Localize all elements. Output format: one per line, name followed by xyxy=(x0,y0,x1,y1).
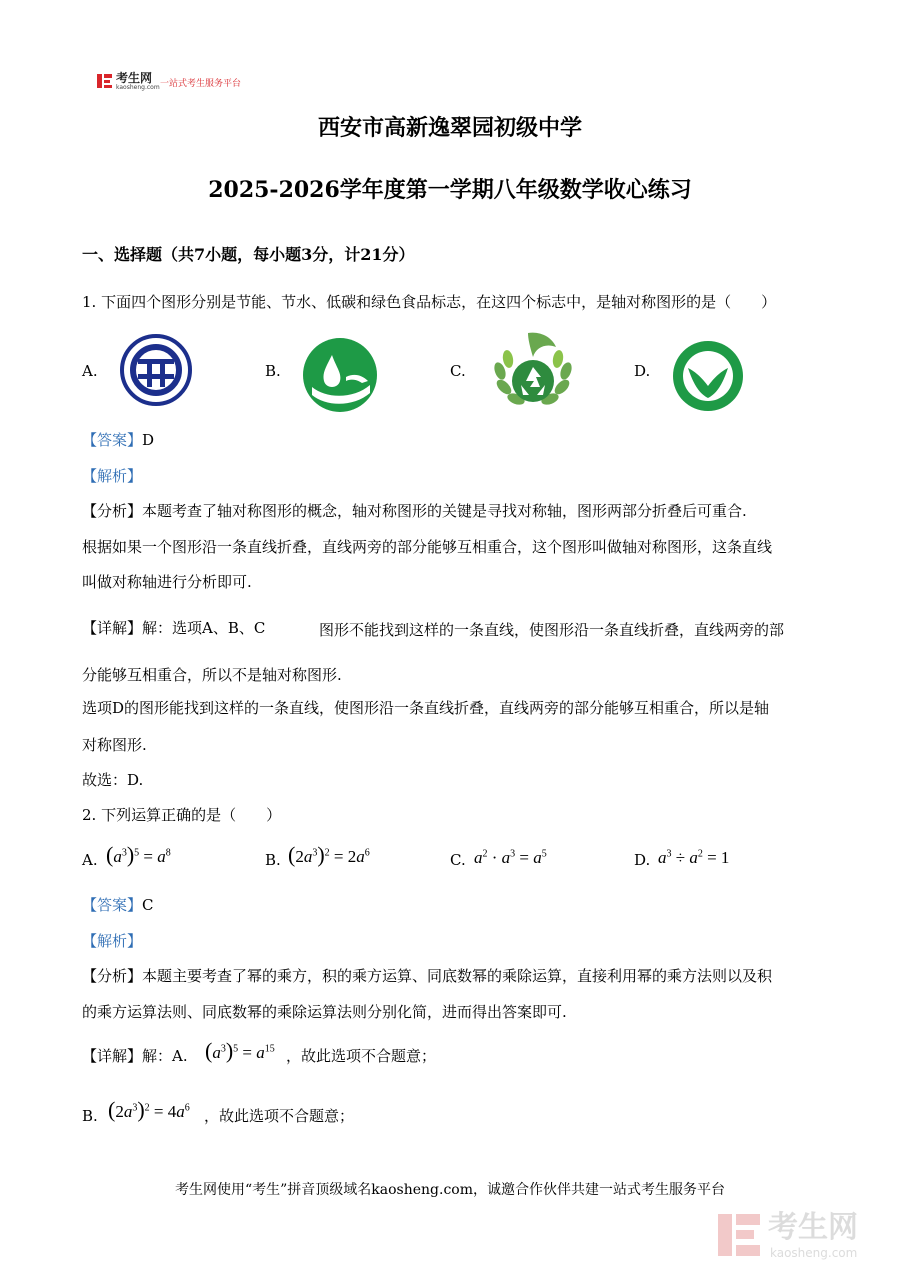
section-heading: 一、选择题（共7小题，每小题3分，计21分） xyxy=(82,245,415,264)
q2-option-c-label: C. xyxy=(450,851,466,869)
q2-detail-b-formula: $(2a^3)^2 = 4a^6$ xyxy=(108,1097,190,1122)
watermark-name: 考生网 xyxy=(768,1210,858,1245)
q2-analysis-label: 【解析】 xyxy=(82,932,143,950)
exam-title: 2025-2026学年度第一学期八年级数学收心练习 xyxy=(208,177,692,203)
logo-domain: kaosheng.com xyxy=(116,84,160,91)
q2-detail-a-formula: $(a^3)^5 = a^{15}$ xyxy=(205,1038,275,1063)
q1-analysis-p2b: 叫做对称轴进行分析即可. xyxy=(82,573,252,591)
q1-stem: 1. 下面四个图形分别是节能、节水、低碳和绿色食品标志，在这四个标志中，是轴对称图形的是（ ） xyxy=(82,293,777,311)
footer-watermark xyxy=(716,1210,886,1264)
q2-detail-a xyxy=(82,1046,188,1066)
q2-analysis-p1: 【分析】本题主要考查了幂的乘方，积的乘方运算、同底数幂的乘除运算，直接利用幂的乘方法则以及积 xyxy=(82,967,773,985)
q2-option-b-formula: $(2a^3)^2 = 2a^6$ xyxy=(288,842,370,867)
q1-detail-d: 选项D的图形能找到这样的一条直线，使图形沿一条直线折叠，直线两旁的部分能够互相重合，所以是轴 xyxy=(82,699,770,717)
q2-detail-b-suffix: ，故此选项不合题意； xyxy=(204,1107,355,1125)
q2-detail-a-suffix: ，故此选项不合题意； xyxy=(286,1047,437,1065)
q2-stem: 2. 下列运算正确的是（ ） xyxy=(82,806,282,824)
school-title: 西安市高新逸翠园初级中学 xyxy=(317,115,582,141)
q2-option-c-formula: $a^2 \cdot a^3 = a^5$ xyxy=(474,848,547,867)
q1-analysis-p1: 【分析】本题考查了轴对称图形的概念，轴对称图形的关键是寻找对称轴，图形两部分折叠后可重合. xyxy=(82,502,747,520)
q1-option-a-label: A. xyxy=(82,362,98,380)
water-saving-logo-icon xyxy=(302,337,378,413)
q1-answer-value: D xyxy=(142,431,155,449)
q1-detail-b: 图形不能找到这样的一条直线，使图形沿一条直线折叠，直线两旁的部 xyxy=(319,621,785,639)
q2-option-a-formula: $(a^3)^5 = a^8$ xyxy=(106,842,171,867)
kaosheng-logo-icon xyxy=(96,72,114,90)
q1-answer-label: 【答案】 xyxy=(82,431,143,449)
q1-option-b-label: B. xyxy=(265,362,281,380)
header-slogan: 一站式考生服务平台 xyxy=(160,79,242,89)
green-food-logo-icon xyxy=(672,340,744,412)
q1-choice: 故选：D. xyxy=(82,771,144,789)
q1-analysis-p2a: 根据如果一个图形沿一条直线折叠，直线两旁的部分能够互相重合，这个图形叫做轴对称图形，这条直线 xyxy=(82,538,773,556)
q2-answer-value: C xyxy=(142,896,154,914)
logo-name: 考生网 xyxy=(116,71,153,85)
q2-answer-label: 【答案】 xyxy=(82,896,143,914)
footer-text: 考生网使用“考生”拼音顶级域名kaosheng.com，诚邀合作伙伴共建一站式考生服务平台 xyxy=(174,1182,726,1198)
q2-option-d-formula: $a^3 \div a^2 = 1$ xyxy=(658,848,730,867)
header-logo xyxy=(96,72,266,94)
q2-detail-a-prefix: 【详解】解：A. xyxy=(82,1047,188,1065)
q2-option-b-label: B. xyxy=(265,851,281,869)
q1-detail-a: 【详解】解：选项A、B、C xyxy=(82,619,266,637)
low-carbon-logo-icon xyxy=(490,325,576,411)
q1-detail-c: 分能够互相重合，所以不是轴对称图形. xyxy=(82,666,342,684)
q2-detail-b-prefix: B. xyxy=(82,1107,98,1125)
q2-answer xyxy=(82,895,154,915)
q2-analysis-p2: 的乘方运算法则、同底数幂的乘除运算法则分别化简，进而得出答案即可. xyxy=(82,1003,567,1021)
q1-detail-e: 对称图形. xyxy=(82,736,147,754)
q1-option-d-label: D. xyxy=(634,362,651,380)
kaosheng-watermark-icon xyxy=(716,1210,764,1260)
watermark-domain: kaosheng.com xyxy=(770,1246,858,1260)
q2-option-d-label: D. xyxy=(634,851,651,869)
q1-analysis-label: 【解析】 xyxy=(82,467,143,485)
q2-option-a-label: A. xyxy=(82,851,98,869)
energy-saving-logo-icon xyxy=(119,333,193,407)
q1-answer xyxy=(82,430,154,450)
q1-option-c-label: C. xyxy=(450,362,466,380)
